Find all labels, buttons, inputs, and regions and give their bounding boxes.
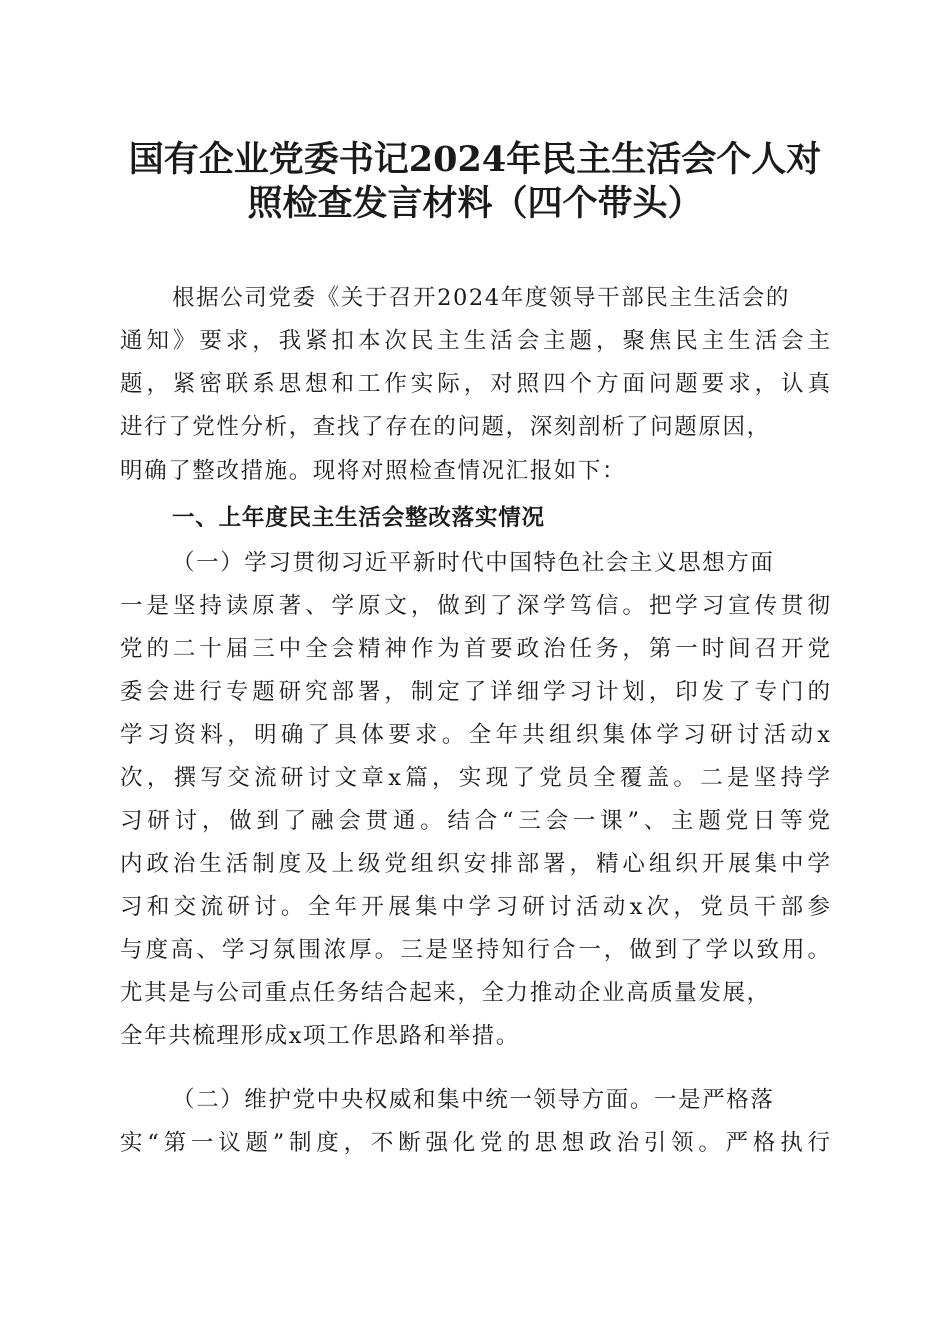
body-line: 全年共梳理形成x项工作思路和举措。 — [120, 1023, 520, 1049]
body-line: 习和交流研讨。全年开展集中学习研讨活动x次，党员干部参 — [120, 894, 830, 920]
body-line: 与度高、学习氛围浓厚。三是坚持知行合一，做到了学以致用。 — [120, 937, 830, 963]
body-line: 一是坚持读原著、学原文，做到了深学笃信。把学习宣传贯彻 — [120, 593, 830, 619]
intro-line: 题，紧密联系思想和工作实际，对照四个方面问题要求，认真 — [120, 371, 830, 397]
document-title-line-1: 国有企业党委书记2024年民主生活会个人对 — [128, 139, 822, 180]
intro-line: 进行了党性分析，查找了存在的问题，深刻剖析了问题原因， — [120, 414, 771, 440]
body-line: 学习资料，明确了具体要求。全年共组织集体学习研讨活动x — [120, 722, 830, 748]
subsection-heading: （二）维护党中央权威和集中统一领导方面。一是严格落 — [172, 1087, 775, 1113]
body-line: 党的二十届三中全会精神作为首要政治任务，第一时间召开党 — [120, 636, 830, 662]
intro-line: 根据公司党委《关于召开2024年度领导干部民主生活会的 — [172, 285, 790, 311]
body-line: 次，撰写交流研讨文章x篇，实现了党员全覆盖。二是坚持学 — [120, 765, 830, 791]
subsection-heading: （一）学习贯彻习近平新时代中国特色社会主义思想方面 — [172, 550, 775, 576]
intro-line: 通知》要求，我紧扣本次民主生活会主题，聚焦民主生活会主 — [120, 328, 830, 354]
body-line: 内政治生活制度及上级党组织安排部署，精心组织开展集中学 — [120, 851, 830, 877]
section-heading: 一、上年度民主生活会整改落实情况 — [172, 505, 545, 531]
intro-line: 明确了整改措施。现将对照检查情况汇报如下： — [120, 458, 627, 484]
body-line: 尤其是与公司重点任务结合起来，全力推动企业高质量发展， — [120, 980, 771, 1006]
body-line: 委会进行专题研究部署，制定了详细学习计划，印发了专门的 — [120, 679, 830, 705]
body-line: 实“第一议题”制度，不断强化党的思想政治引领。严格执行 — [120, 1130, 830, 1156]
body-line: 习研讨，做到了融会贯通。结合“三会一课”、主题党日等党 — [120, 808, 830, 834]
document-title-line-2: 照检查发言材料（四个带头） — [247, 183, 703, 224]
